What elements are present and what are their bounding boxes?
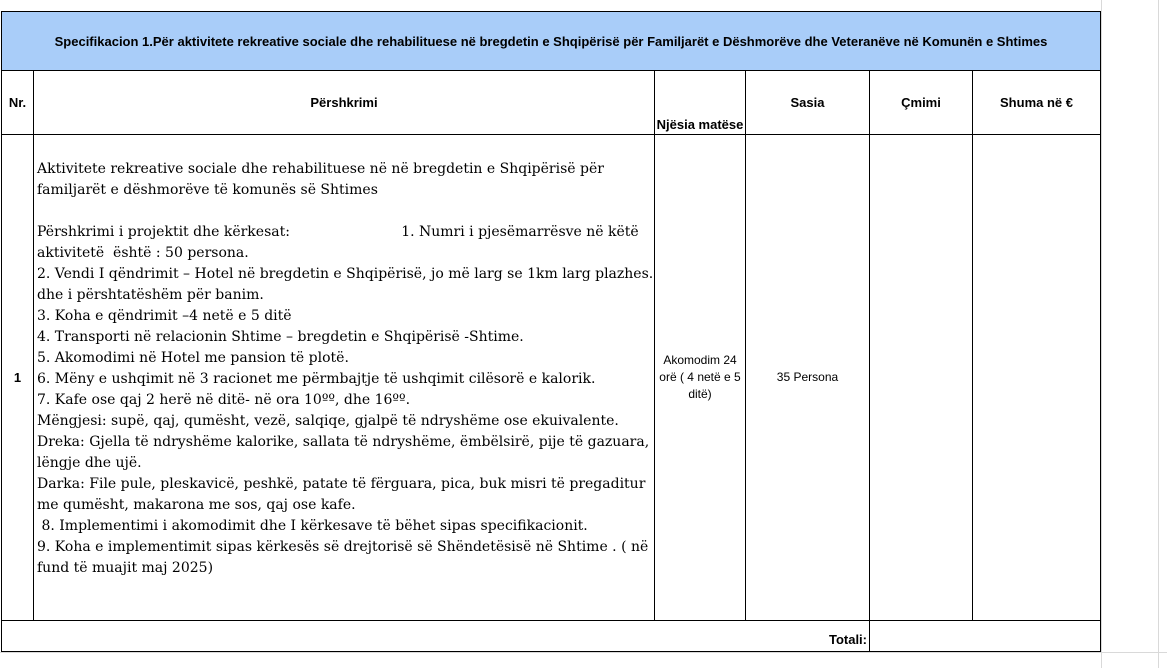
desc-line: 4. Transporti në relacionin Shtime – bregdetin e Shqipërisë -Shtime. bbox=[37, 329, 524, 345]
desc-line: 6. Mëny e ushqimit në 3 racionet me përmbajtje të ushqimit cilësorë e kalorik. bbox=[37, 371, 596, 387]
header-nr[interactable]: Nr. bbox=[1, 70, 34, 135]
desc-line: 8. Implementimi i akomodimit dhe I kërkesave të bëhet sipas specifikacionit. bbox=[37, 518, 588, 534]
desc-line: 7. Kafe ose qaj 2 herë në ditë- në ora 10ºº, dhe 16ºº. bbox=[37, 392, 411, 408]
row-description[interactable] bbox=[33, 134, 658, 621]
desc-line: Dreka: Gjella të ndryshëme kalorike, sallata të ndryshëme, ëmbëlsirë, pije të gazuara, lëngje dhe ujë. bbox=[37, 434, 654, 471]
total-label[interactable]: Totali: bbox=[828, 632, 867, 647]
header-njesia[interactable]: Njësia matëse bbox=[654, 70, 746, 135]
row-cmimi[interactable] bbox=[869, 134, 973, 621]
grid-line bbox=[1158, 0, 1159, 668]
header-sasia[interactable]: Sasia bbox=[745, 70, 870, 135]
desc-line: 9. Koha e implementimit sipas kërkesës së drejtorisë së Shëndetësisë në Shtime . ( në fund të muajit maj 2025) bbox=[37, 539, 653, 576]
desc-line bbox=[37, 201, 654, 222]
desc-line: Darka: File pule, pleskavicë, peshkë, patate të fërguara, pica, buk misri të pregaditur me qumësht, makarona me sos, qaj ose kafe. bbox=[37, 476, 650, 513]
grid-line bbox=[1101, 0, 1102, 668]
grid-line bbox=[0, 652, 1167, 653]
row-nr[interactable]: 1 bbox=[1, 134, 34, 621]
header-shuma[interactable]: Shuma në € bbox=[972, 70, 1101, 135]
desc-line: 2. Vendi I qëndrimit – Hotel në bregdetin e Shqipërisë, jo më larg se 1km larg plazhes. dhe i përshtatëshëm për banim. bbox=[37, 266, 658, 303]
total-value[interactable] bbox=[869, 620, 1101, 652]
specification-title[interactable]: Specifikacion 1.Për aktivitete rekreative sociale dhe rehabilituese në bregdetin e Shqipërisë për Familjarët e Dëshmorëve dhe Veteranëve në Komunën e Shtimes bbox=[1, 11, 1101, 71]
desc-line: Përshkrimi i projektit dhe kërkesat: 1. Numri i pjesëmarrësve në këtë aktivitetë është : 50 persona. bbox=[37, 224, 644, 261]
desc-line: 5. Akomodimi në Hotel me pansion të plotë. bbox=[37, 350, 349, 366]
row-sasia[interactable]: 35 Persona bbox=[745, 134, 870, 621]
row-njesia[interactable]: Akomodim 24 orë ( 4 netë e 5 ditë) bbox=[654, 134, 746, 621]
header-pershkrimi[interactable]: Përshkrimi bbox=[33, 70, 655, 135]
header-cmimi[interactable]: Çmimi bbox=[869, 70, 973, 135]
desc-line: 3. Koha e qëndrimit –4 netë e 5 ditë bbox=[37, 308, 292, 324]
row-shuma[interactable] bbox=[972, 134, 1101, 621]
desc-line: Mëngjesi: supë, qaj, qumësht, vezë, salqiqe, gjalpë të ndryshëme ose ekuivalente. bbox=[37, 413, 619, 429]
desc-line: Aktivitete rekreative sociale dhe rehabilituese në në bregdetin e Shqipërisë për familjarët e dëshmorëve të komunës së Shtimes bbox=[37, 161, 609, 198]
